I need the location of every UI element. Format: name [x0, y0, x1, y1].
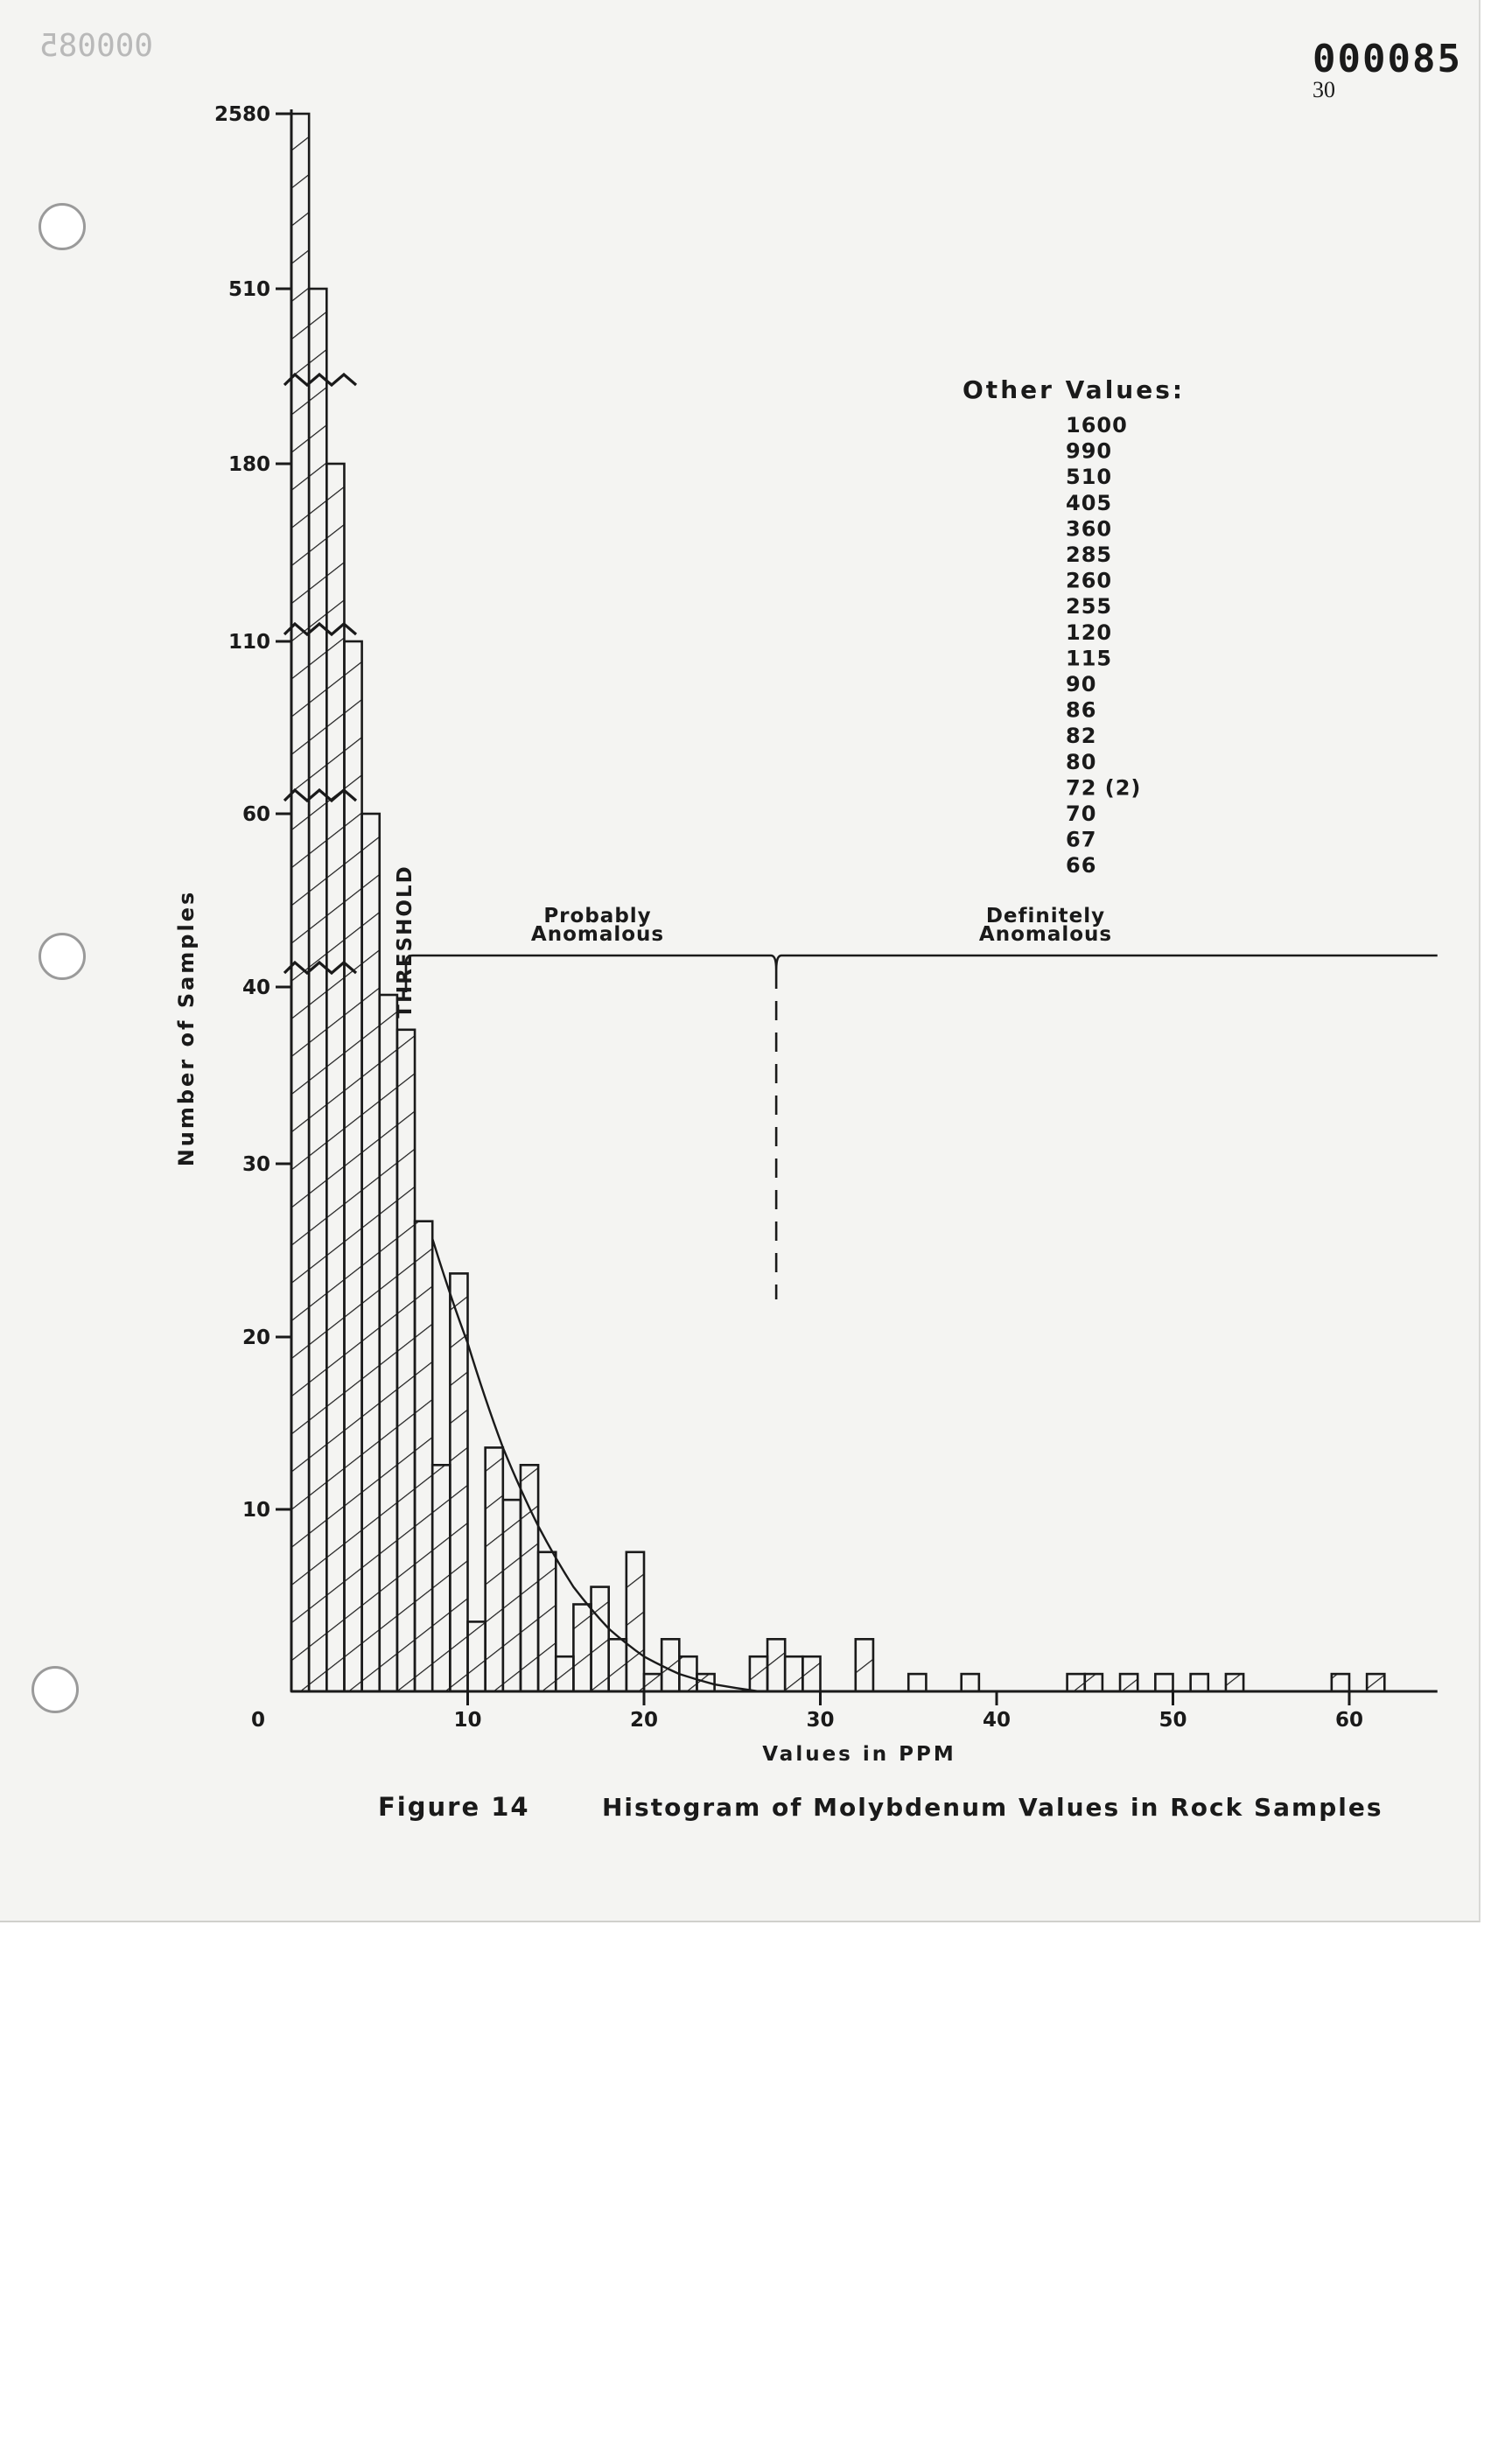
histogram-bar	[1068, 1674, 1085, 1691]
histogram-bar	[503, 1500, 521, 1691]
y-tick-label: 20	[242, 1326, 270, 1349]
histogram-bar	[326, 464, 344, 1691]
other-value-item: 360	[1066, 516, 1113, 542]
y-tick-label: 510	[228, 278, 270, 301]
other-value-item: 82	[1066, 724, 1097, 749]
histogram-bar	[291, 114, 309, 1691]
histogram-bar	[556, 1656, 573, 1691]
x-tick-label: 50	[1158, 1709, 1187, 1732]
histogram-bar	[573, 1605, 591, 1692]
other-value-item: 260	[1066, 568, 1113, 593]
histogram-bar	[750, 1656, 767, 1691]
other-values-title: Other Values:	[962, 375, 1186, 404]
histogram-bar	[1085, 1674, 1102, 1691]
other-value-item: 67	[1066, 827, 1097, 852]
histogram-bar	[609, 1639, 626, 1691]
histogram-bar	[1155, 1674, 1172, 1691]
histogram-bar	[662, 1639, 679, 1691]
other-value-item: 405	[1066, 490, 1113, 515]
figure-caption: Histogram of Molybdenum Values in Rock Samples	[602, 1793, 1383, 1822]
histogram-bar	[309, 289, 326, 1691]
other-value-item: 66	[1066, 853, 1097, 878]
histogram-bar	[644, 1674, 662, 1691]
histogram-bar	[1191, 1674, 1208, 1691]
other-value-item: 70	[1066, 802, 1097, 826]
histogram-bar	[908, 1674, 926, 1691]
histogram-bar	[432, 1465, 450, 1691]
histogram-bar	[415, 1222, 432, 1691]
histogram-bar	[626, 1552, 644, 1691]
histogram-bar	[1226, 1674, 1243, 1691]
histogram-bar	[380, 995, 397, 1691]
histogram-bar	[397, 1030, 415, 1691]
histogram-bars	[284, 114, 1384, 1691]
histogram-bar	[785, 1656, 802, 1691]
y-tick-label: 2580	[214, 103, 270, 126]
y-tick-label: 40	[242, 976, 270, 999]
y-tick-label: 10	[242, 1499, 270, 1522]
histogram-bar	[486, 1447, 503, 1691]
other-value-item: 510	[1066, 465, 1113, 490]
zone-definitely-line1: Definitely	[985, 905, 1106, 928]
other-value-item: 86	[1066, 697, 1097, 723]
histogram-bar	[962, 1674, 979, 1691]
histogram-bar	[856, 1639, 873, 1691]
x-axis-label: Values in PPM	[762, 1743, 956, 1766]
other-value-item: 990	[1066, 438, 1113, 464]
other-value-item: 285	[1066, 542, 1113, 567]
other-value-item: 80	[1066, 749, 1097, 774]
histogram-bar	[1367, 1674, 1384, 1691]
page-id: 000085	[1312, 37, 1462, 81]
histogram-bar	[1332, 1674, 1349, 1691]
zone-probably-line2: Anomalous	[530, 923, 665, 946]
other-value-item: 255	[1066, 594, 1113, 620]
histogram-bar	[767, 1639, 785, 1691]
histogram-bar	[362, 814, 380, 1691]
y-tick-label: 110	[228, 631, 270, 654]
histogram-bar	[521, 1465, 538, 1691]
mirrored-page-id: 000085	[39, 28, 154, 64]
zone-definitely-line2: Anomalous	[978, 923, 1113, 946]
y-axis-label: Number of Samples	[174, 889, 199, 1167]
zone-probably-line1: Probably	[543, 905, 652, 928]
anomaly-zone-bracket	[406, 956, 1438, 1299]
x-tick-label: 60	[1334, 1709, 1364, 1732]
page-number: 30	[1312, 77, 1335, 102]
x-tick-label: 10	[453, 1709, 482, 1732]
other-value-item: 72 (2)	[1066, 775, 1142, 801]
histogram-bar	[538, 1552, 556, 1691]
other-value-item: 1600	[1066, 413, 1128, 438]
y-tick-label: 60	[242, 803, 270, 826]
x-tick-label: 40	[982, 1709, 1012, 1732]
y-tick-label: 180	[228, 453, 270, 476]
threshold-label: THRESHOLD	[394, 864, 416, 1018]
other-value-item: 120	[1066, 620, 1113, 645]
histogram-bar	[592, 1587, 609, 1691]
figure-number: Figure 14	[378, 1792, 530, 1822]
x-tick-label: 30	[806, 1709, 835, 1732]
x-tick-label: 20	[629, 1709, 659, 1732]
x-tick-label: 0	[250, 1709, 266, 1732]
other-value-item: 90	[1066, 672, 1097, 696]
other-value-item: 115	[1066, 646, 1113, 671]
anomaly-bracket-line	[406, 956, 1438, 992]
histogram-bar	[468, 1621, 486, 1691]
y-tick-label: 30	[242, 1153, 270, 1176]
histogram-bar	[1120, 1674, 1138, 1691]
histogram-bar	[802, 1656, 820, 1691]
other-values-list	[1066, 413, 1141, 878]
